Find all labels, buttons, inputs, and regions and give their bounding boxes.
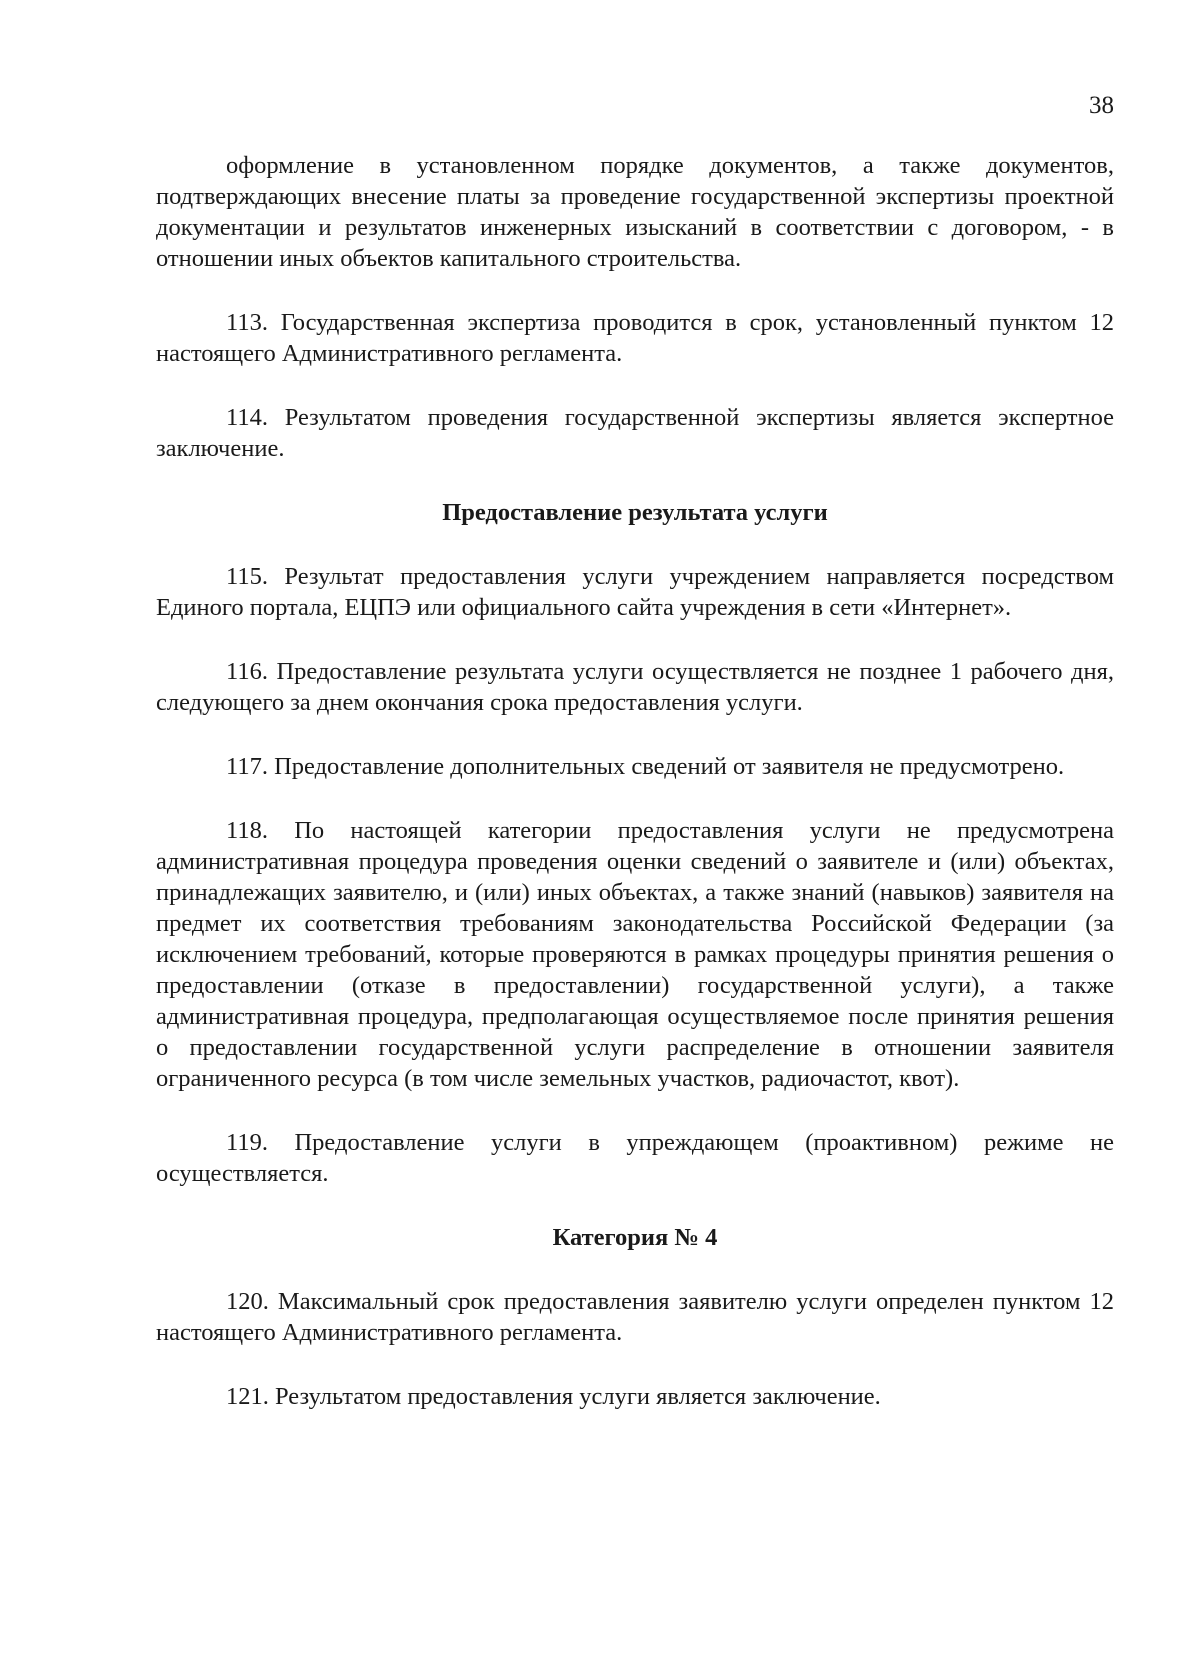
document-body [156, 150, 1114, 1445]
paragraph-continuation: оформление в установленном порядке документов, а также документов, подтверждающих внесение платы за проведение государственной экспертизы проектной документации и результатов инженерных изысканий в соответствии с договором, - в отношении иных объектов капитального строительства. [156, 152, 1114, 272]
paragraph-119: 119. Предоставление услуги в упреждающем (проактивном) режиме не осуществляется. [156, 1129, 1114, 1187]
paragraph-113: 113. Государственная экспертиза проводится в срок, установленный пунктом 12 настоящего Административного регламента. [156, 309, 1114, 367]
section-heading-result: Предоставление результата услуги [442, 499, 828, 526]
paragraph-117: 117. Предоставление дополнительных сведений от заявителя не предусмотрено. [226, 753, 1065, 780]
page-number: 38 [1089, 92, 1114, 119]
paragraph-115: 115. Результат предоставления услуги учреждением направляется посредством Единого портала, ЕЦПЭ или официального сайта учреждения в сети «Интернет». [156, 563, 1114, 621]
paragraph-121: 121. Результатом предоставления услуги является заключение. [226, 1383, 881, 1410]
paragraph-118: 118. По настоящей категории предоставления услуги не предусмотрена административная процедура проведения оценки сведений о заявителе и (или) объектах, принадлежащих заявителю, и (или) иных объектах, а также знаний (навыков) заявителя на предмет их соответствия требованиям законодательства Российской Федерации (за исключением требований, которые проверяются в рамках процедуры принятия решения о предоставлении (отказе в предоставлении) государственной услуги), а также административная процедура, предполагающая осуществляемое после принятия решения о предоставлении государственной услуги распределение в отношении заявителя ограниченного ресурса (в том числе земельных участков, радиочастот, квот). [156, 817, 1114, 1092]
paragraph-116: 116. Предоставление результата услуги осуществляется не позднее 1 рабочего дня, следующего за днем окончания срока предоставления услуги. [156, 658, 1114, 716]
section-heading-category-4: Категория № 4 [552, 1224, 718, 1251]
paragraph-114: 114. Результатом проведения государственной экспертизы является экспертное заключение. [156, 404, 1114, 462]
paragraph-120: 120. Максимальный срок предоставления заявителю услуги определен пунктом 12 настоящего Административного регламента. [156, 1288, 1114, 1346]
